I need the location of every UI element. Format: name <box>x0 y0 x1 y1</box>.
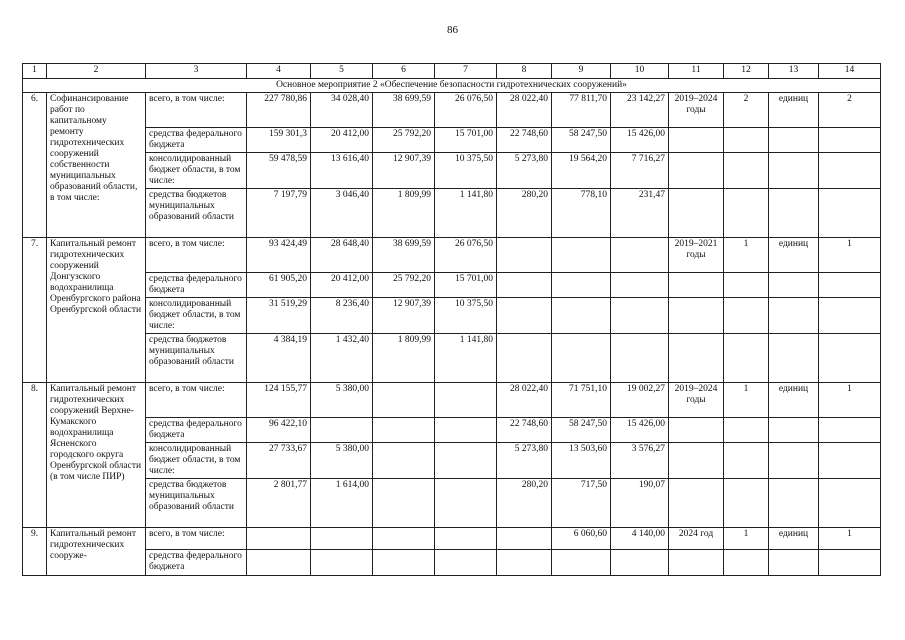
value-cell: 1 <box>819 238 881 273</box>
amount-cell: 26 076,50 <box>435 93 497 128</box>
funding-source-cell: средства бюджетов муниципальных образований области <box>146 189 247 238</box>
funding-source-cell: всего, в том числе: <box>146 93 247 128</box>
amount-cell: 31 519,29 <box>247 298 311 334</box>
period-cell: 2019–2024 годы <box>669 93 724 128</box>
empty-cell <box>819 128 881 153</box>
amount-cell <box>435 528 497 550</box>
funding-source-cell: всего, в том числе: <box>146 528 247 550</box>
period-cell: 2019–2024 годы <box>669 383 724 418</box>
amount-cell <box>435 479 497 528</box>
amount-cell: 6 060,60 <box>552 528 611 550</box>
header-cell: 10 <box>611 64 669 79</box>
amount-cell <box>247 528 311 550</box>
amount-cell: 1 809,99 <box>373 334 435 383</box>
amount-cell: 93 424,49 <box>247 238 311 273</box>
empty-cell <box>769 298 819 334</box>
table-row <box>23 153 881 189</box>
empty-cell <box>669 153 724 189</box>
header-cell: 4 <box>247 64 311 79</box>
amount-cell: 1 432,40 <box>311 334 373 383</box>
amount-cell: 19 564,20 <box>552 153 611 189</box>
empty-cell <box>819 550 881 576</box>
table-row <box>23 93 881 128</box>
empty-cell <box>724 273 769 298</box>
empty-cell <box>724 479 769 528</box>
empty-cell <box>669 443 724 479</box>
amount-cell: 159 301,3 <box>247 128 311 153</box>
funding-source-cell: средства бюджетов муниципальных образований области <box>146 479 247 528</box>
header-cell: 12 <box>724 64 769 79</box>
amount-cell <box>435 418 497 443</box>
amount-cell: 5 380,00 <box>311 383 373 418</box>
funding-source-cell: средства федерального бюджета <box>146 418 247 443</box>
row-number-cell: 9. <box>23 528 47 576</box>
amount-cell <box>552 334 611 383</box>
quantity-cell: 1 <box>724 528 769 550</box>
amount-cell: 59 478,59 <box>247 153 311 189</box>
table-row <box>23 238 881 273</box>
amount-cell <box>373 418 435 443</box>
empty-cell <box>819 443 881 479</box>
table-row <box>23 383 881 418</box>
funding-source-cell: средства федерального бюджета <box>146 128 247 153</box>
amount-cell <box>311 528 373 550</box>
empty-cell <box>819 273 881 298</box>
unit-cell: единиц <box>769 528 819 550</box>
empty-cell <box>819 153 881 189</box>
empty-cell <box>669 550 724 576</box>
amount-cell: 34 028,40 <box>311 93 373 128</box>
amount-cell: 1 614,00 <box>311 479 373 528</box>
amount-cell: 10 375,50 <box>435 298 497 334</box>
amount-cell: 13 616,40 <box>311 153 373 189</box>
quantity-cell: 1 <box>724 383 769 418</box>
amount-cell: 3 576,27 <box>611 443 669 479</box>
table-row <box>23 189 881 238</box>
section-row <box>23 79 881 93</box>
empty-cell <box>819 334 881 383</box>
amount-cell: 28 022,40 <box>497 383 552 418</box>
empty-cell <box>669 479 724 528</box>
table-row <box>23 528 881 550</box>
amount-cell: 4 140,00 <box>611 528 669 550</box>
page-number: 86 <box>447 24 458 36</box>
empty-cell <box>669 334 724 383</box>
amount-cell: 20 412,00 <box>311 128 373 153</box>
amount-cell <box>552 238 611 273</box>
measure-name-cell: Капитальный ремонт гидротехнических сооруже- <box>47 528 146 576</box>
amount-cell <box>435 550 497 576</box>
empty-cell <box>669 298 724 334</box>
amount-cell: 38 699,59 <box>373 238 435 273</box>
header-cell: 5 <box>311 64 373 79</box>
section-title: Основное мероприятие 2 «Обеспечение безопасности гидротехнических сооружений» <box>23 79 881 93</box>
funding-source-cell: консолидированный бюджет области, в том числе: <box>146 443 247 479</box>
table-row <box>23 298 881 334</box>
unit-cell: единиц <box>769 238 819 273</box>
value-cell: 1 <box>819 383 881 418</box>
empty-cell <box>819 189 881 238</box>
amount-cell <box>497 550 552 576</box>
amount-cell: 71 751,10 <box>552 383 611 418</box>
empty-cell <box>724 418 769 443</box>
amount-cell: 22 748,60 <box>497 128 552 153</box>
amount-cell <box>373 528 435 550</box>
value-cell: 2 <box>819 93 881 128</box>
amount-cell: 5 273,80 <box>497 443 552 479</box>
table-row <box>23 418 881 443</box>
amount-cell: 7 716,27 <box>611 153 669 189</box>
empty-cell <box>819 298 881 334</box>
measure-name-cell: Софинансирование работ по капитальному ремонту гидротехнических сооружений собственности муниципальных образований области, в том числе: <box>47 93 146 238</box>
amount-cell <box>497 334 552 383</box>
quantity-cell: 2 <box>724 93 769 128</box>
empty-cell <box>724 153 769 189</box>
amount-cell <box>552 273 611 298</box>
funding-source-cell: консолидированный бюджет области, в том числе: <box>146 298 247 334</box>
header-cell: 9 <box>552 64 611 79</box>
amount-cell: 7 197,79 <box>247 189 311 238</box>
amount-cell: 227 780,86 <box>247 93 311 128</box>
amount-cell: 231,47 <box>611 189 669 238</box>
funding-source-cell: средства федерального бюджета <box>146 550 247 576</box>
amount-cell: 15 426,00 <box>611 128 669 153</box>
empty-cell <box>669 273 724 298</box>
amount-cell: 12 907,39 <box>373 298 435 334</box>
funding-source-cell: всего, в том числе: <box>146 238 247 273</box>
amount-cell: 20 412,00 <box>311 273 373 298</box>
amount-cell <box>552 298 611 334</box>
header-cell: 2 <box>47 64 146 79</box>
table-row <box>23 479 881 528</box>
header-cell: 1 <box>23 64 47 79</box>
amount-cell: 25 792,20 <box>373 273 435 298</box>
amount-cell: 778,10 <box>552 189 611 238</box>
amount-cell: 77 811,70 <box>552 93 611 128</box>
header-cell: 14 <box>819 64 881 79</box>
period-cell: 2024 год <box>669 528 724 550</box>
empty-cell <box>769 189 819 238</box>
amount-cell <box>373 443 435 479</box>
empty-cell <box>669 189 724 238</box>
empty-cell <box>769 273 819 298</box>
amount-cell <box>373 383 435 418</box>
amount-cell <box>497 298 552 334</box>
amount-cell <box>311 418 373 443</box>
amount-cell: 13 503,60 <box>552 443 611 479</box>
empty-cell <box>769 443 819 479</box>
amount-cell: 280,20 <box>497 479 552 528</box>
unit-cell: единиц <box>769 93 819 128</box>
amount-cell <box>611 550 669 576</box>
table-row <box>23 273 881 298</box>
amount-cell <box>435 383 497 418</box>
amount-cell <box>611 273 669 298</box>
empty-cell <box>769 334 819 383</box>
amount-cell: 717,50 <box>552 479 611 528</box>
value-cell: 1 <box>819 528 881 550</box>
amount-cell <box>435 443 497 479</box>
amount-cell: 4 384,19 <box>247 334 311 383</box>
header-cell: 6 <box>373 64 435 79</box>
amount-cell <box>497 528 552 550</box>
amount-cell <box>373 479 435 528</box>
header-cell: 7 <box>435 64 497 79</box>
amount-cell: 1 141,80 <box>435 189 497 238</box>
empty-cell <box>769 479 819 528</box>
amount-cell: 96 422,10 <box>247 418 311 443</box>
header-cell: 11 <box>669 64 724 79</box>
empty-cell <box>724 189 769 238</box>
quantity-cell: 1 <box>724 238 769 273</box>
amount-cell: 26 076,50 <box>435 238 497 273</box>
empty-cell <box>669 128 724 153</box>
table-row <box>23 334 881 383</box>
funding-source-cell: консолидированный бюджет области, в том числе: <box>146 153 247 189</box>
amount-cell: 58 247,50 <box>552 128 611 153</box>
amount-cell: 58 247,50 <box>552 418 611 443</box>
table-row <box>23 443 881 479</box>
amount-cell <box>552 550 611 576</box>
amount-cell: 23 142,27 <box>611 93 669 128</box>
empty-cell <box>769 128 819 153</box>
amount-cell <box>611 298 669 334</box>
empty-cell <box>724 550 769 576</box>
unit-cell: единиц <box>769 383 819 418</box>
amount-cell <box>311 550 373 576</box>
amount-cell: 19 002,27 <box>611 383 669 418</box>
amount-cell: 1 809,99 <box>373 189 435 238</box>
row-number-cell: 8. <box>23 383 47 528</box>
row-number-cell: 7. <box>23 238 47 383</box>
empty-cell <box>724 298 769 334</box>
amount-cell: 15 426,00 <box>611 418 669 443</box>
amount-cell: 280,20 <box>497 189 552 238</box>
empty-cell <box>724 443 769 479</box>
amount-cell <box>247 550 311 576</box>
amount-cell: 28 022,40 <box>497 93 552 128</box>
amount-cell <box>611 334 669 383</box>
table-row <box>23 128 881 153</box>
empty-cell <box>819 479 881 528</box>
amount-cell: 27 733,67 <box>247 443 311 479</box>
amount-cell: 61 905,20 <box>247 273 311 298</box>
amount-cell: 12 907,39 <box>373 153 435 189</box>
amount-cell <box>497 273 552 298</box>
period-cell: 2019–2021 годы <box>669 238 724 273</box>
measure-name-cell: Капитальный ремонт гидротехнических сооружений Донгузского водохранилища Оренбургского района Оренбургской области <box>47 238 146 383</box>
amount-cell: 15 701,00 <box>435 128 497 153</box>
table-row <box>23 550 881 576</box>
amount-cell <box>373 550 435 576</box>
empty-cell <box>819 418 881 443</box>
empty-cell <box>724 128 769 153</box>
measure-name-cell: Капитальный ремонт гидротехнических сооружений Верхне-Кумакского водохранилища Ясненского городского округа Оренбургской области (в том числе ПИР) <box>47 383 146 528</box>
header-cell: 13 <box>769 64 819 79</box>
budget-table <box>22 63 881 576</box>
funding-source-cell: средства бюджетов муниципальных образований области <box>146 334 247 383</box>
header-row <box>23 64 881 79</box>
amount-cell: 124 155,77 <box>247 383 311 418</box>
funding-source-cell: всего, в том числе: <box>146 383 247 418</box>
amount-cell: 10 375,50 <box>435 153 497 189</box>
amount-cell: 38 699,59 <box>373 93 435 128</box>
amount-cell: 15 701,00 <box>435 273 497 298</box>
empty-cell <box>669 418 724 443</box>
amount-cell: 1 141,80 <box>435 334 497 383</box>
header-cell: 8 <box>497 64 552 79</box>
empty-cell <box>724 334 769 383</box>
amount-cell <box>611 238 669 273</box>
empty-cell <box>769 418 819 443</box>
amount-cell: 8 236,40 <box>311 298 373 334</box>
header-cell: 3 <box>146 64 247 79</box>
amount-cell: 190,07 <box>611 479 669 528</box>
amount-cell: 28 648,40 <box>311 238 373 273</box>
amount-cell: 5 380,00 <box>311 443 373 479</box>
empty-cell <box>769 550 819 576</box>
row-number-cell: 6. <box>23 93 47 238</box>
amount-cell: 22 748,60 <box>497 418 552 443</box>
funding-source-cell: средства федерального бюджета <box>146 273 247 298</box>
amount-cell: 2 801,77 <box>247 479 311 528</box>
amount-cell: 3 046,40 <box>311 189 373 238</box>
amount-cell <box>497 238 552 273</box>
empty-cell <box>769 153 819 189</box>
amount-cell: 25 792,20 <box>373 128 435 153</box>
amount-cell: 5 273,80 <box>497 153 552 189</box>
